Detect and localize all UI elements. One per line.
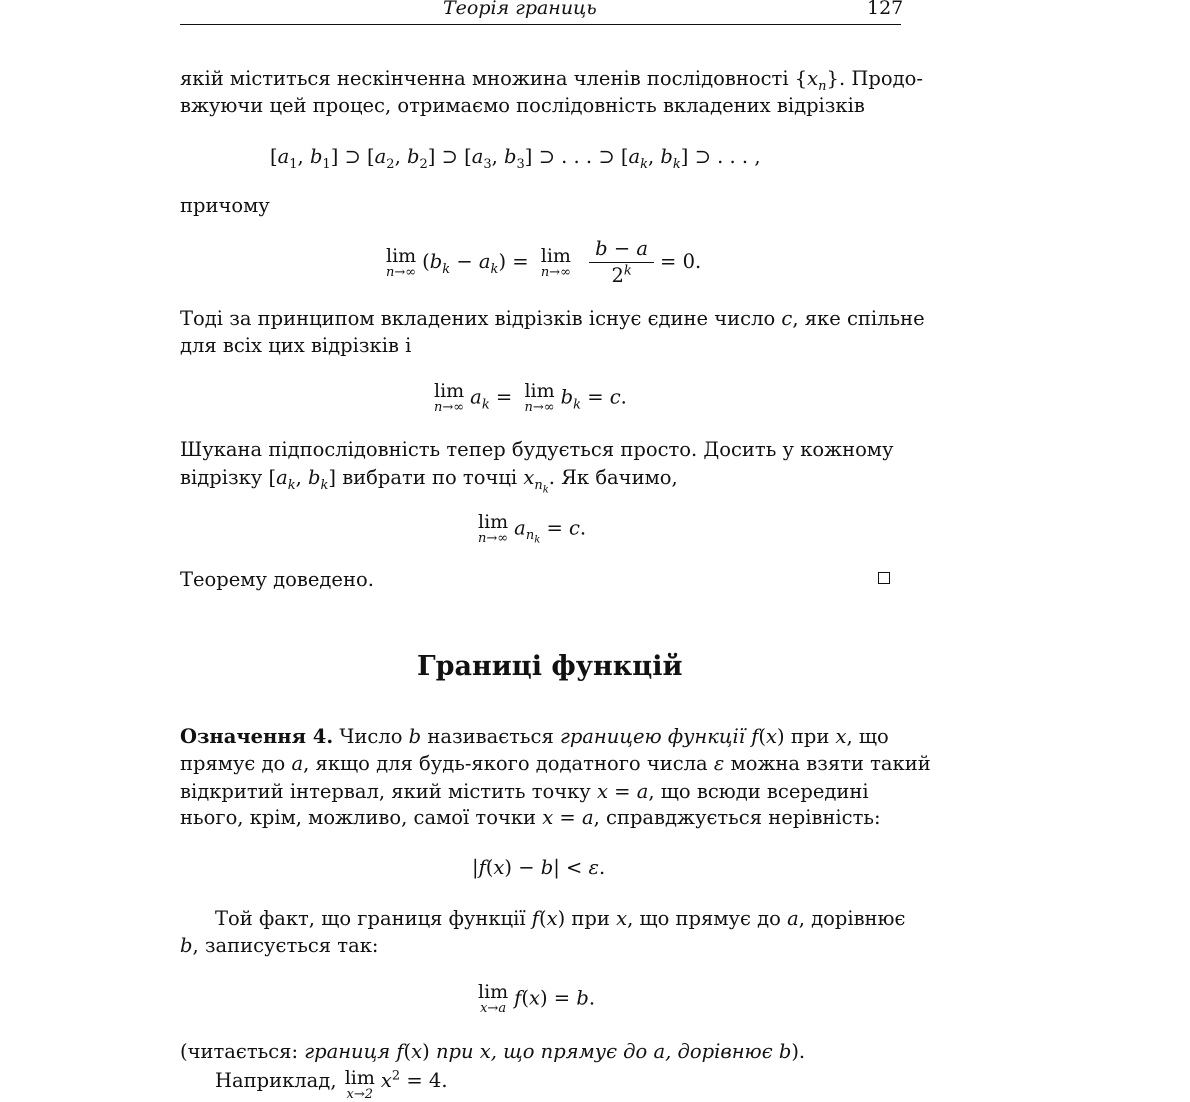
text-span: називається <box>427 725 554 748</box>
lim-text: lim <box>434 380 465 402</box>
lim-subscript: x→2 <box>346 1087 374 1102</box>
lim-text: lim <box>478 981 509 1003</box>
lim-subscript: n→∞ <box>478 531 509 546</box>
text-span: при <box>435 1040 474 1063</box>
definition-line: прямує до a, якщо для будь-якого додатного числа ε можна взяти такий <box>180 752 931 775</box>
equation-length-limit: lim n→∞ $(b_k - a_k)$ = lim n→∞ $\frac{b - a}{2^k}$ = 0. <box>386 237 702 287</box>
text-span: границя <box>304 1040 391 1063</box>
paragraph-line: вжуючи цей процес, отримаємо послідовність вкладених відрізків <box>180 94 865 117</box>
text-span: границею функції <box>559 725 745 748</box>
text-span: , дорівнює <box>665 1040 773 1063</box>
equation-subsequence-limit: lim n→∞ $a_{n_k} = c$. <box>478 511 587 546</box>
text-span: Число <box>339 725 403 748</box>
paragraph-line: якій міститься нескінченна множина членів послідовності $\{x_n\}$. Продо- <box>180 67 923 94</box>
lim-text: lim <box>386 244 417 267</box>
lim-subscript: n→∞ <box>434 400 465 415</box>
qed-square-icon <box>878 572 890 584</box>
lim-subscript: n→∞ <box>540 264 571 280</box>
text-span: нього, крім, можливо, самої точки <box>180 806 537 829</box>
text-span: відкритий інтервал, який містить точку <box>180 780 591 803</box>
definition-line: нього, крім, можливо, самої точки x = a, справджується нерівність: <box>180 806 881 829</box>
text-span: , що всюди всередині <box>648 780 869 803</box>
running-header-title: Теорія границь <box>443 0 597 19</box>
text-span: можна взяти такий <box>730 752 931 775</box>
section-title: Границі функцій <box>417 651 683 682</box>
lim-text: lim <box>344 1067 375 1089</box>
text-span: , дорівнює <box>798 907 906 930</box>
paragraph-line: причому <box>180 194 270 217</box>
paragraph-line: (читається: границя f(x) при x, що прямує до a, дорівнює b). <box>180 1040 806 1063</box>
definition-line: Означення 4. Число b називається границею функції f(x) при x, що <box>180 725 889 748</box>
paragraph-line: b, записується так: <box>180 934 379 957</box>
paragraph-line: відрізку [$a_k$, $b_k$] вибрати по точці $x_{n_k}$. Як бачимо, <box>180 466 678 496</box>
text-span: Тоді за принципом вкладених відрізків існує єдине число <box>180 307 776 330</box>
limit-operator <box>478 982 508 1016</box>
text-span: вибрати по точці <box>342 466 518 489</box>
limit-operator <box>434 381 464 415</box>
definition-line: відкритий інтервал, який містить точку x = a, що всюди всередині <box>180 780 869 803</box>
limit-operator <box>386 246 416 280</box>
limit-operator <box>345 1068 375 1102</box>
text-span: ). <box>791 1040 806 1063</box>
lim-subscript: n→∞ <box>386 264 417 280</box>
equation-inequality: |f(x) − b| < ε. <box>472 856 606 879</box>
text-span: , що <box>846 725 889 748</box>
equation-common-limit: lim n→∞ $a_k$ = lim n→∞ $b_k = c$. <box>434 380 627 415</box>
text-span: при <box>790 725 830 748</box>
text-span: при <box>571 907 610 930</box>
limit-operator <box>478 512 508 546</box>
equation-nested-intervals: [$a_1$, $b_1$] ⊃ [$a_2$, $b_2$] ⊃ [$a_3$, $b_3$] ⊃ . . . ⊃ [$a_k$, $b_k$] ⊃ . . . , <box>270 145 761 172</box>
equation-function-limit: lim x→a f(x) = b. <box>478 981 596 1016</box>
text-span: . Як бачимо, <box>548 466 678 489</box>
text-span: Той факт, що границя функції <box>215 907 526 930</box>
lim-text: lim <box>524 380 555 402</box>
limit-operator <box>541 246 571 280</box>
paragraph-line: Теорему доведено. <box>180 568 374 591</box>
paragraph-line: Шукана підпослідовність тепер будується просто. Досить у кожному <box>180 438 894 461</box>
paragraph-line: для всіх цих відрізків і <box>180 334 412 357</box>
text-span: , яке спільне <box>792 307 925 330</box>
text-span: якій міститься нескінченна множина членів послідовності { <box>180 67 808 90</box>
lim-text: lim <box>478 511 509 533</box>
lim-subscript: n→∞ <box>524 400 555 415</box>
paragraph-line: Наприклад, lim x→2 $x^2 = 4$. <box>215 1067 448 1102</box>
paragraph-line: Тоді за принципом вкладених відрізків існує єдине число c, яке спільне <box>180 307 925 330</box>
text-span: (читається: <box>180 1040 299 1063</box>
header-rule <box>180 24 901 25</box>
text-span: , якщо для будь-якого додатного числа <box>303 752 708 775</box>
page-number: 127 <box>867 0 904 19</box>
limit-operator <box>524 381 554 415</box>
lim-text: lim <box>540 244 571 267</box>
text-span: Наприклад, <box>215 1069 337 1092</box>
definition-label: Означення 4. <box>180 725 334 748</box>
text-span: , справджується нерівність: <box>593 806 881 829</box>
fraction: $\frac{b - a}{2^k}$ <box>589 236 654 289</box>
text-span: , що прямує до <box>490 1040 648 1063</box>
text-span: }. Продо- <box>826 67 923 90</box>
text-span: прямує до <box>180 752 286 775</box>
text-span: , записується так: <box>192 934 379 957</box>
paragraph-line: Той факт, що границя функції f(x) при x, що прямує до a, дорівнює <box>215 907 906 930</box>
text-span: відрізку <box>180 466 263 489</box>
lim-subscript: x→a <box>480 1001 507 1016</box>
text-span: , що прямує до <box>627 907 781 930</box>
